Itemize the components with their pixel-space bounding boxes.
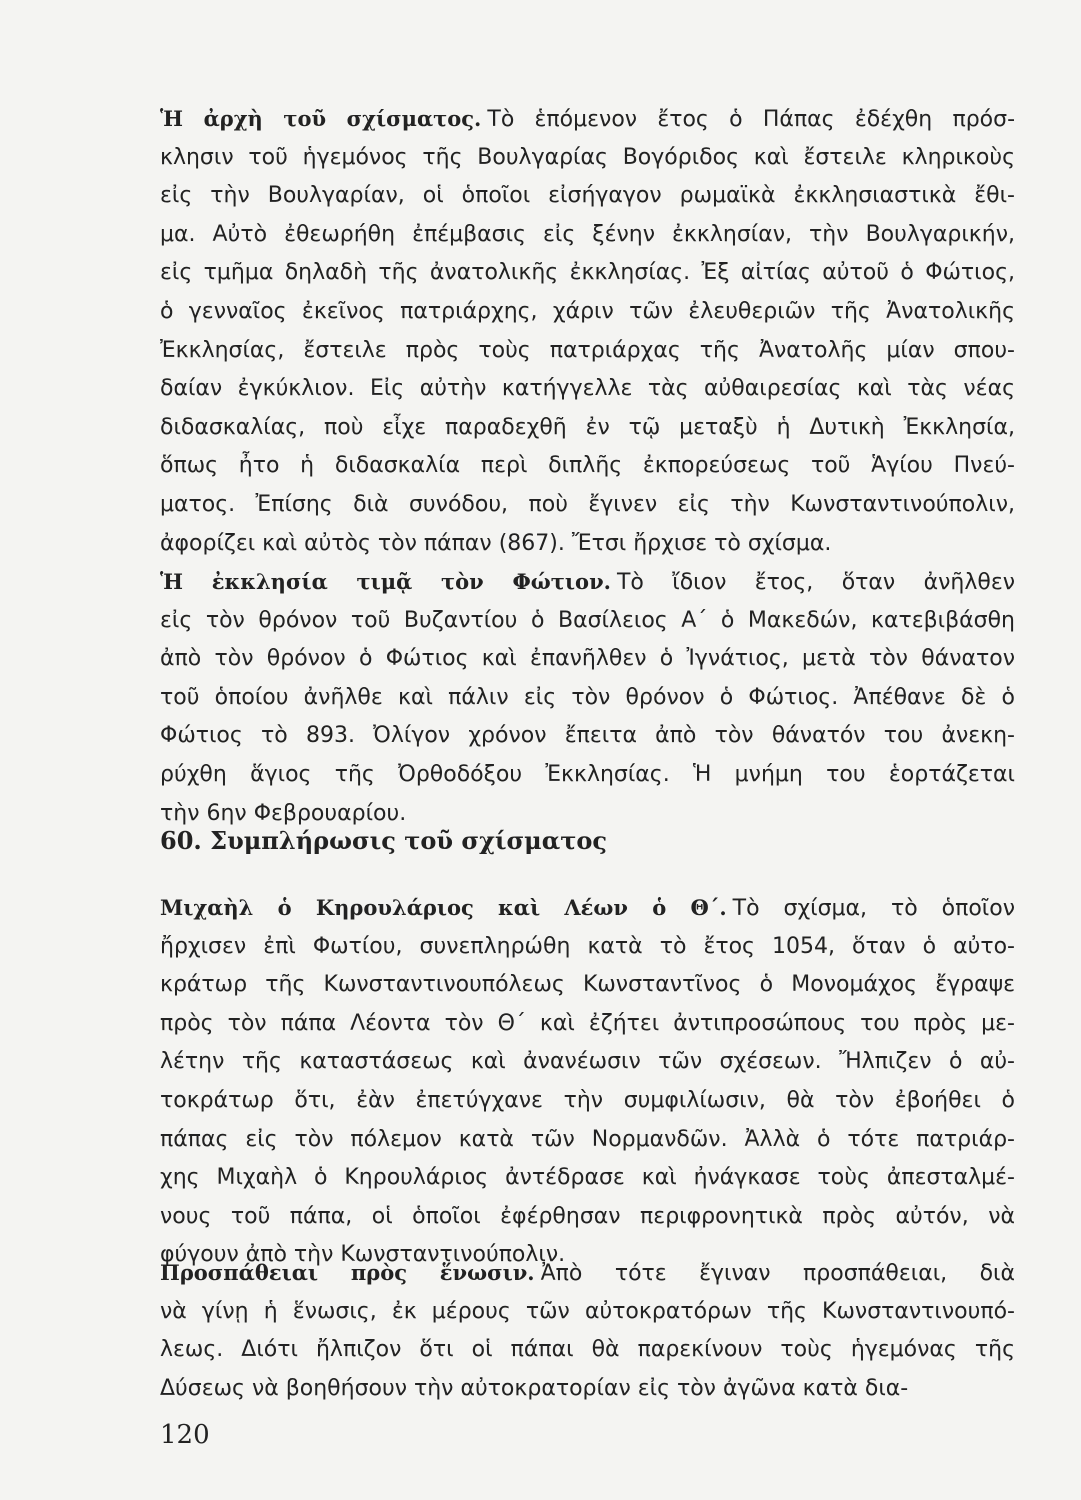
line-text: Τὸ ἴδιον ἔτος, ὅταν ἀνῆλθεν: [616, 570, 1015, 595]
line-text: ὅπως ἦτο ἡ διδασκαλία περὶ διπλῆς ἐκπορεύσεως τοῦ Ἁγίου Πνεύ-: [160, 453, 1015, 479]
line-text: δαίαν ἐγκύκλιον. Εἰς αὐτὴν κατήγγελλε τὰς αὐθαιρεσίας καὶ τὰς νέας: [160, 376, 1015, 402]
text-line: [160, 640, 1015, 679]
paragraph-heading: Ἡ ἀρχὴ τοῦ σχίσματος.: [160, 106, 482, 131]
line-text: κλησιν τοῦ ἡγεμόνος τῆς Βουλγαρίας Βογόριδος καὶ ἔστειλε κληρικοὺς: [160, 144, 1015, 170]
text-line: [160, 889, 1015, 928]
line-text: εἰς τὴν Βουλγαρίαν, οἱ ὁποῖοι εἰσήγαγον ρωμαϊκὰ ἐκκλησιαστικὰ ἔθι-: [160, 183, 1015, 209]
line-text: πάπας εἰς τὸν πόλεμον κατὰ τῶν Νορμανδῶν. Ἀλλὰ ὁ τότε πατριάρ-: [160, 1126, 1015, 1152]
text-line: [160, 1370, 1015, 1409]
text-line: [160, 100, 1015, 139]
line-text: νους τοῦ πάπα, οἱ ὁποῖοι ἐφέρθησαν περιφρονητικὰ πρὸς αὐτόν, νὰ: [160, 1203, 1015, 1229]
text-line: [160, 216, 1015, 255]
text-line: [160, 1121, 1015, 1160]
line-text: Τὸ ἑπόμενον ἔτος ὁ Πάπας ἐδέχθη πρόσ-: [487, 107, 1016, 132]
text-line: [160, 486, 1015, 525]
line-text: Φώτιος τὸ 893. Ὀλίγον χρόνον ἔπειτα ἀπὸ τὸν θάνατόν του ἀνεκη-: [160, 723, 1015, 749]
line-text: Ἀπὸ τότε ἔγιναν προσπάθειαι, διὰ: [540, 1261, 1015, 1286]
line-text: λέτην τῆς καταστάσεως καὶ ἀνανέωσιν τῶν σχέσεων. Ἤλπιζεν ὁ αὐ-: [160, 1049, 1015, 1075]
text-line: [160, 293, 1015, 332]
text-line: [160, 139, 1015, 178]
text-line: [160, 447, 1015, 486]
text-line: [160, 1159, 1015, 1198]
line-text: χης Μιχαὴλ ὁ Κηρουλάριος ἀντέδρασε καὶ ἠνάγκασε τοὺς ἀπεσταλμέ-: [160, 1165, 1015, 1191]
line-text: μα. Αὐτὸ ἐθεωρήθη ἐπέμβασις εἰς ξένην ἐκκλησίαν, τὴν Βουλγαρικήν,: [160, 221, 1015, 247]
text-line: [160, 602, 1015, 641]
paragraph-church-honors-photius: [160, 563, 1015, 833]
text-line: [160, 1331, 1015, 1370]
paragraph-cerularius-and-leo: [160, 889, 1015, 1275]
line-text: ρύχθη ἅγιος τῆς Ὀρθοδόξου Ἐκκλησίας. Ἡ μνήμη του ἑορτάζεται: [160, 761, 1015, 787]
line-text: πρὸς τὸν πάπα Λέοντα τὸν Θ΄ καὶ ἐζήτει ἀντιπροσώπους του πρὸς με-: [160, 1010, 1015, 1036]
line-text: φύγουν ἀπὸ τὴν Κωνσταντινούπολιν.: [160, 1242, 566, 1268]
text-line: [160, 177, 1015, 216]
line-text: ματος. Ἐπίσης διὰ συνόδου, ποὺ ἔγινεν εἰς τὴν Κωνσταντινούπολιν,: [160, 491, 1015, 517]
line-text: τοῦ ὁποίου ἀνῆλθε καὶ πάλιν εἰς τὸν θρόνον ὁ Φώτιος. Ἀπέθανε δὲ ὁ: [160, 684, 1015, 710]
line-text: κράτωρ τῆς Κωνσταντινουπόλεως Κωνσταντῖνος ὁ Μονομάχος ἔγραψε: [160, 972, 1015, 998]
text-line: [160, 254, 1015, 293]
line-text: ἀφορίζει καὶ αὐτὸς τὸν πάπαν (867). Ἔτσι ἤρχισε τὸ σχίσμα.: [160, 530, 832, 556]
text-line: [160, 563, 1015, 602]
text-line: [160, 1293, 1015, 1332]
line-text: Ἐκκλησίας, ἔστειλε πρὸς τοὺς πατριάρχας τῆς Ἀνατολῆς μίαν σπου-: [160, 337, 1015, 363]
text-line: [160, 1043, 1015, 1082]
text-line: [160, 370, 1015, 409]
line-text: νὰ γίνῃ ἡ ἕνωσις, ἐκ μέρους τῶν αὐτοκρατόρων τῆς Κωνσταντινουπό-: [160, 1298, 1015, 1324]
text-line: [160, 717, 1015, 756]
line-text: διδασκαλίας, ποὺ εἶχε παραδεχθῆ ἐν τῷ μεταξὺ ἡ Δυτικὴ Ἐκκλησία,: [160, 414, 1015, 440]
line-text: εἰς τμῆμα δηλαδὴ τῆς ἀνατολικῆς ἐκκλησίας. Ἐξ αἰτίας αὐτοῦ ὁ Φώτιος,: [160, 260, 1015, 286]
text-line: [160, 409, 1015, 448]
paragraph-efforts-toward-union: [160, 1254, 1015, 1408]
text-line: [160, 1254, 1015, 1293]
line-text: εἰς τὸν θρόνον τοῦ Βυζαντίου ὁ Βασίλειος Α΄ ὁ Μακεδών, κατεβιβάσθη: [160, 607, 1015, 633]
paragraph-origin-of-schism: [160, 100, 1015, 563]
text-line: [160, 1005, 1015, 1044]
text-line: [160, 525, 1015, 564]
line-text: λεως. Διότι ἤλπιζον ὅτι οἱ πάπαι θὰ παρεκίνουν τοὺς ἡγεμόνας τῆς: [160, 1337, 1015, 1363]
line-text: τοκράτωρ ὅτι, ἐὰν ἐπετύγχανε τὴν συμφιλίωσιν, θὰ τὸν ἐβοήθει ὁ: [160, 1087, 1015, 1113]
text-line: [160, 1082, 1015, 1121]
text-line: [160, 928, 1015, 967]
paragraph-heading: Προσπάθειαι πρὸς ἕνωσιν.: [160, 1260, 535, 1285]
paragraph-heading: Ἡ ἐκκλησία τιμᾷ τὸν Φώτιον.: [160, 569, 611, 594]
line-text: ἀπὸ τὸν θρόνον ὁ Φώτιος καὶ ἐπανῆλθεν ὁ Ἰγνάτιος, μετὰ τὸν θάνατον: [160, 646, 1015, 672]
section-title: 60. Συμπλήρωσις τοῦ σχίσματος: [160, 826, 607, 855]
text-line: [160, 756, 1015, 795]
line-text: Τὸ σχίσμα, τὸ ὁποῖον: [732, 896, 1015, 921]
text-line: [160, 679, 1015, 718]
text-line: [160, 966, 1015, 1005]
text-line: [160, 332, 1015, 371]
text-line: [160, 1198, 1015, 1237]
page-number: 120: [160, 1420, 210, 1450]
line-text: ὁ γενναῖος ἐκεῖνος πατριάρχης, χάριν τῶν ἐλευθεριῶν τῆς Ἀνατολικῆς: [160, 298, 1015, 324]
paragraph-heading: Μιχαὴλ ὁ Κηρουλάριος καὶ Λέων ὁ Θ΄.: [160, 895, 727, 920]
line-text: Δύσεως νὰ βοηθήσουν τὴν αὐτοκρατορίαν εἰς τὸν ἀγῶνα κατὰ δια-: [160, 1375, 909, 1401]
line-text: ἤρχισεν ἐπὶ Φωτίου, συνεπληρώθη κατὰ τὸ ἔτος 1054, ὅταν ὁ αὐτο-: [160, 933, 1015, 959]
line-text: τὴν 6ην Φεβρουαρίου.: [160, 800, 407, 826]
